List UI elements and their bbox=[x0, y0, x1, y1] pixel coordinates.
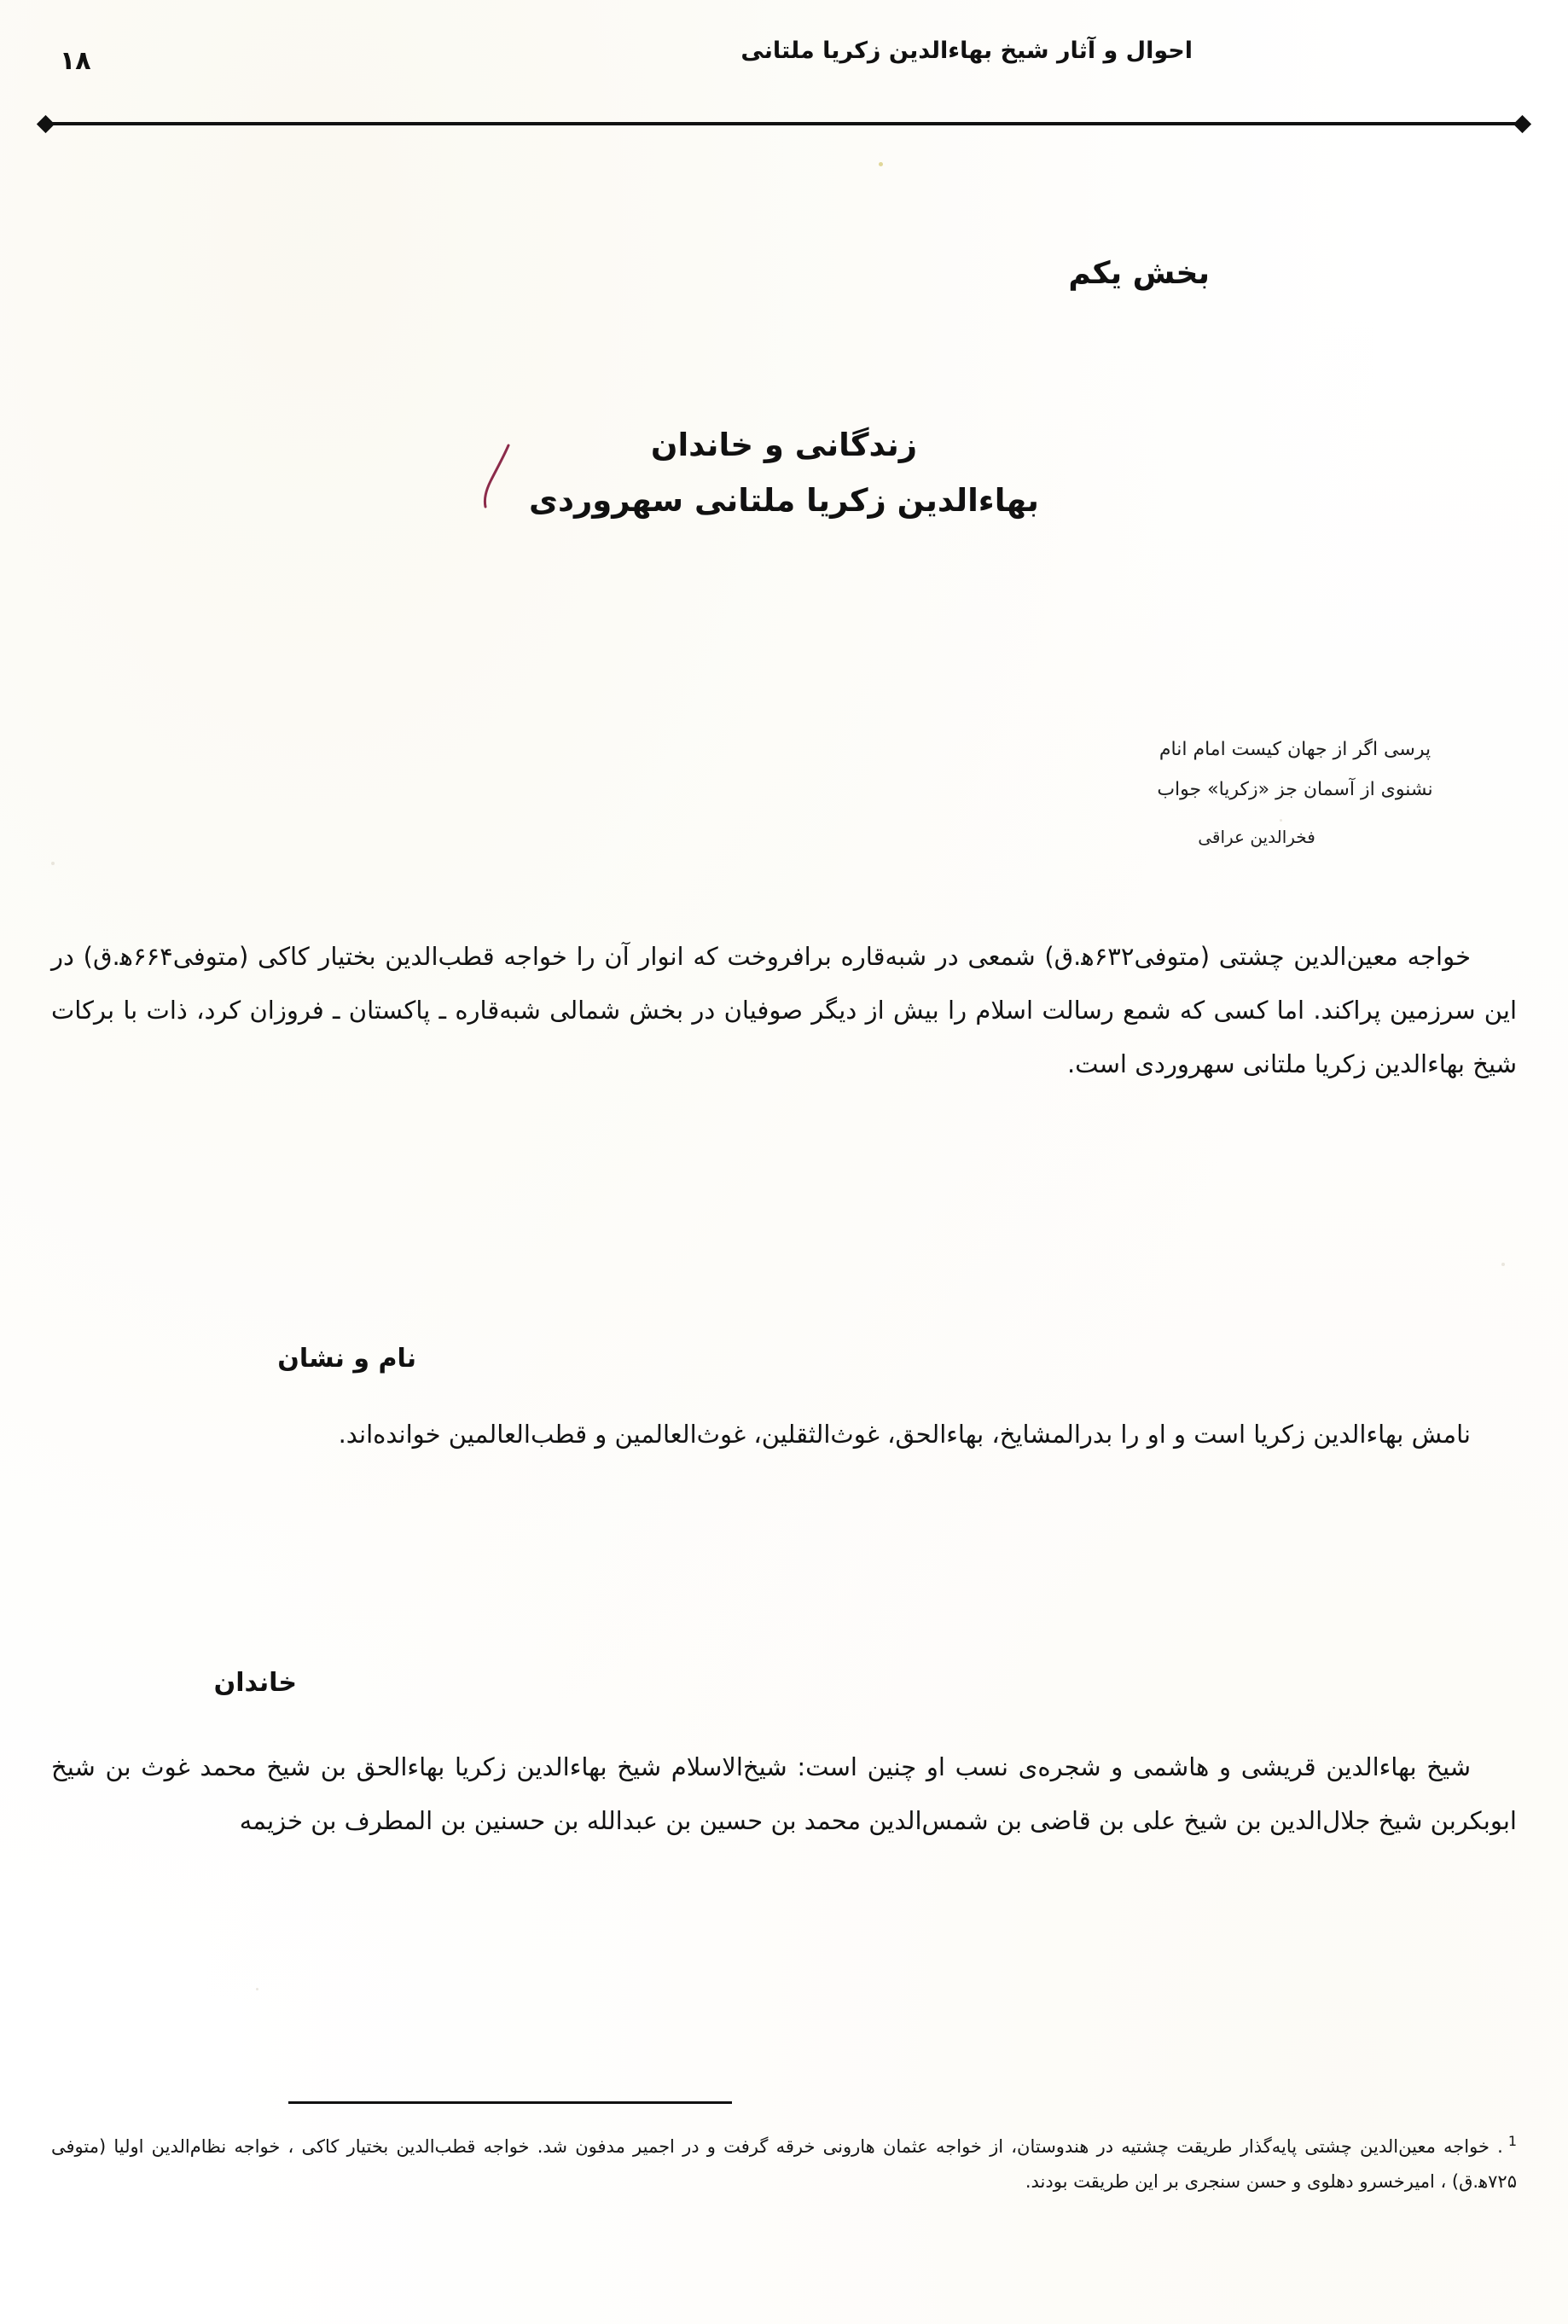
paragraph-family-text: شیخ بهاءالدین قریشی و هاشمی و شجره‌ی نسب او چنین است: شیخ‌الاسلام شیخ بهاءالدین زکریا بهاءالحق بن شیخ محمد غوث بن شیخ ابوبکربن شیخ جلال‌الدین بن شیخ علی بن قاضی بن شمس‌الدین محمد بن حسین بن عبدالله بن حسنین بن المطرف بن خزیمه bbox=[51, 1752, 1517, 1836]
paragraph-intro-text: خواجه معین‌الدین چشتی (متوفی۶۳۲ه‍.ق) شمعی در شبه‌قاره برافروخت که انوار آن را خواجه قطب‌الدین بختیار کاکی (متوفی۶۶۴ه‍.ق) در این سرزمین پراکند. اما کسی که شمع رسالت اسلام را بیش از دیگر صوفیان در بخش شمالی شبه‌قاره ـ پاکستان ـ فروزان کرد، ذات با برکات شیخ بهاءالدین زکریا ملتانی سهروردی است. bbox=[51, 942, 1517, 1079]
footnote-separator bbox=[288, 2101, 732, 2104]
scan-speck bbox=[879, 162, 883, 166]
part-title: بخش یکم bbox=[1068, 256, 1210, 291]
page-number: ۱۸ bbox=[60, 46, 91, 76]
rule-line bbox=[51, 122, 1517, 125]
chapter-title-line1: زندگانی و خاندان bbox=[650, 427, 918, 463]
paragraph-family bbox=[51, 1740, 1517, 1848]
paragraph-name bbox=[51, 1408, 1517, 1461]
diamond-right-icon bbox=[1513, 115, 1531, 133]
header-rule bbox=[39, 118, 1529, 130]
epigraph bbox=[1073, 729, 1517, 856]
footnote bbox=[51, 2129, 1517, 2199]
epigraph-line-1: پرسی اگر از جهان کیست امام انام bbox=[1159, 739, 1432, 760]
scan-speck bbox=[1501, 1263, 1505, 1266]
scan-speck bbox=[1280, 819, 1282, 822]
footnote-number: 1 bbox=[1507, 2133, 1517, 2149]
paragraph-intro bbox=[51, 930, 1517, 1092]
chapter-title bbox=[0, 418, 1568, 529]
running-head-title: احوال و آثار شیخ بهاءالدین زکریا ملتانی bbox=[740, 38, 1193, 64]
epigraph-line-2: نشنوی از آسمان جز «زکریا» جواب bbox=[1157, 779, 1433, 801]
epigraph-attribution: فخرالدین عراقی bbox=[1198, 826, 1315, 847]
scan-speck bbox=[51, 862, 55, 865]
section-heading-name: نام و نشان bbox=[277, 1344, 416, 1374]
paragraph-name-text: نامش بهاءالدین زکریا است و او را بدرالمشایخ، بهاءالحق، غوث‌الثقلین، غوث‌العالمین و قطب‌العالمین خوانده‌اند. bbox=[338, 1420, 1471, 1449]
section-heading-family: خاندان bbox=[213, 1668, 297, 1698]
chapter-title-line2: بهاءالدین زکریا ملتانی سهروردی bbox=[529, 481, 1039, 519]
footnote-text: . خواجه معین‌الدین چشتی پایه‌گذار طریقت چشتیه در هندوستان، از خواجه عثمان هارونی خرقه گرفت و در اجمیر مدفون شد. خواجه قطب‌الدین بختیار کاکی ، خواجه نظام‌الدین اولیا (متوفی ۷۲۵ه‍.ق) ، امیرخسرو دهلوی و حسن سنجری بر این طریقت بودند. bbox=[51, 2136, 1517, 2192]
scan-speck bbox=[256, 1988, 258, 1990]
running-head bbox=[51, 38, 1517, 89]
pen-annotation-mark bbox=[479, 444, 519, 510]
